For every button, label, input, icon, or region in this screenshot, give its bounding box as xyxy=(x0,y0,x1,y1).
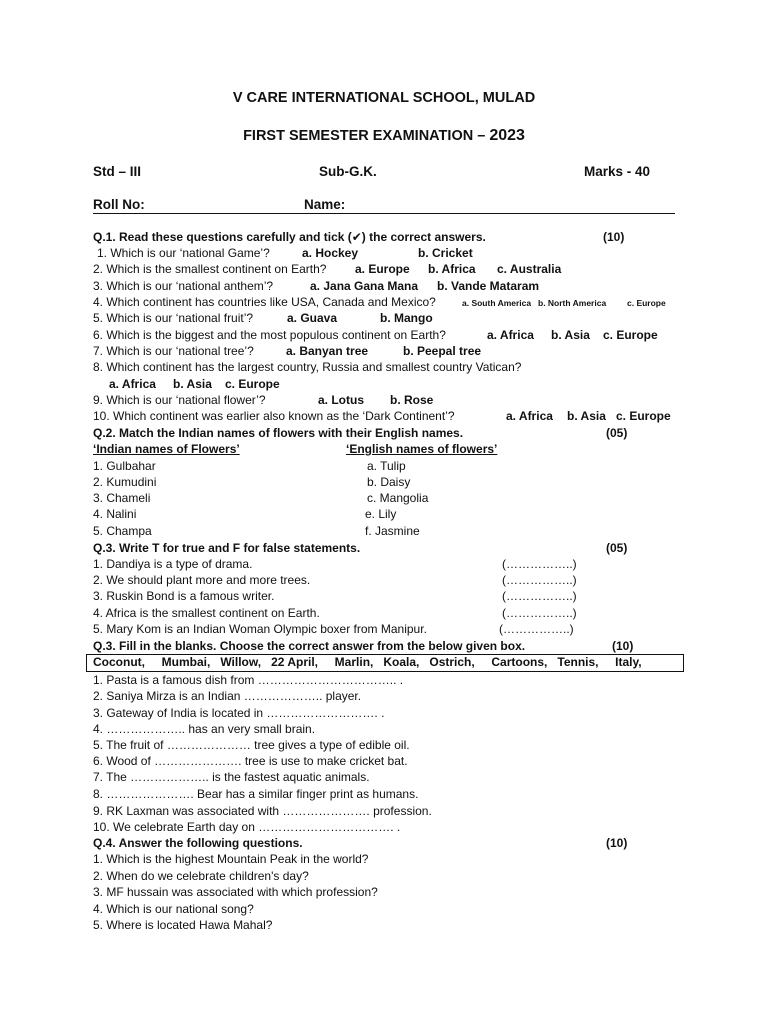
q1-heading: Q.1. Read these questions carefully and tick (✔) the correct answers. xyxy=(93,230,486,244)
q2-right-item: e. Lily xyxy=(365,507,397,521)
fill-item: 6. Wood of …………………. tree is use to make cricket bat. xyxy=(93,754,408,768)
fill-item: 8. …………………. Bear has a similar finger print as humans. xyxy=(93,787,419,801)
q4-item: 5. Where is located Hawa Mahal? xyxy=(93,918,273,932)
tf-answer-blank[interactable]: (……………..) xyxy=(502,589,577,603)
roll-no-label: Roll No: xyxy=(93,197,145,212)
q4-item: 1. Which is the highest Mountain Peak in the world? xyxy=(93,852,369,866)
header-rule xyxy=(93,213,675,214)
q1-marks: (10) xyxy=(603,230,625,244)
exam-year: 2023 xyxy=(489,127,525,144)
option: b. Asia xyxy=(567,409,606,423)
option: a. Europe xyxy=(355,262,410,276)
q4-heading: Q.4. Answer the following questions. xyxy=(93,836,303,850)
option: c. Europe xyxy=(627,298,666,308)
option: b. Asia xyxy=(173,377,212,391)
q3-fill-heading: Q.3. Fill in the blanks. Choose the correct answer from the below given box. xyxy=(93,639,526,653)
q2-right-item: c. Mangolia xyxy=(367,491,429,505)
q1-item-3: 3. Which is our ‘national anthem’? xyxy=(93,279,274,293)
q4-item: 2. When do we celebrate children's day? xyxy=(93,869,309,883)
fill-item: 4. ……………….. has an very small brain. xyxy=(93,722,316,736)
q1-item-9: 9. Which is our ‘national flower’? xyxy=(93,393,266,407)
option: b. Peepal tree xyxy=(403,344,482,358)
q2-left-item: 1. Gulbahar xyxy=(93,459,156,473)
tf-answer-blank[interactable]: (……………..) xyxy=(499,622,574,636)
option: c. Europe xyxy=(616,409,671,423)
option: b. Asia xyxy=(551,328,590,342)
q2-right-item: f. Jasmine xyxy=(365,524,420,538)
q4-item: 4. Which is our national song? xyxy=(93,902,254,916)
fill-item: 2. Saniya Mirza is an Indian ……………….. player. xyxy=(93,689,362,703)
fill-item: 3. Gateway of India is located in ………………………. . xyxy=(93,706,385,720)
option: a. Lotus xyxy=(318,393,365,407)
q2-heading: Q.2. Match the Indian names of flowers with their English names. xyxy=(93,426,464,440)
q4-marks: (10) xyxy=(606,836,628,850)
subject-label: Sub-G.K. xyxy=(319,164,377,179)
tf-answer-blank[interactable]: (……………..) xyxy=(502,606,577,620)
tf-answer-blank[interactable]: (……………..) xyxy=(502,557,577,571)
fill-item: 7. The ……………….. is the fastest aquatic animals. xyxy=(93,770,370,784)
word-box-text: Coconut, Mumbai, Willow, 22 April, Marlin, Koala, Ostrich, Cartoons, Tennis, Italy, xyxy=(93,655,642,669)
tf-statement: 1. Dandiya is a type of drama. xyxy=(93,557,253,571)
option: a. Africa xyxy=(109,377,156,391)
option: a. Guava xyxy=(287,311,338,325)
q3-tf-heading: Q.3. Write T for true and F for false statements. xyxy=(93,541,361,555)
option: c. Europe xyxy=(225,377,280,391)
q1-item-6: 6. Which is the biggest and the most populous continent on Earth? xyxy=(93,328,446,342)
q3-fill-marks: (10) xyxy=(612,639,634,653)
marks-label: Marks - 40 xyxy=(584,164,651,179)
q2-col-indian: ‘Indian names of Flowers’ xyxy=(93,442,240,456)
tf-statement: 5. Mary Kom is an Indian Woman Olympic boxer from Manipur. xyxy=(93,622,427,636)
option: b. Mango xyxy=(380,311,433,325)
q2-marks: (05) xyxy=(606,426,628,440)
q2-left-item: 3. Chameli xyxy=(93,491,151,505)
q1-item-4: 4. Which continent has countries like USA, Canada and Mexico? xyxy=(93,295,436,309)
name-label: Name: xyxy=(304,197,346,212)
std-label: Std – III xyxy=(93,164,142,179)
q1-item-1 xyxy=(97,246,270,260)
q4-item: 3. MF hussain was associated with which profession? xyxy=(93,885,378,899)
fill-item: 5. The fruit of ………………… tree gives a type of edible oil. xyxy=(93,738,410,752)
fill-item: 1. Pasta is a famous dish from …………………………….. . xyxy=(93,673,404,687)
exam-dash: – xyxy=(477,128,486,144)
q1-item-5: 5. Which is our ‘national fruit’? xyxy=(93,311,254,325)
tf-statement: 2. We should plant more and more trees. xyxy=(93,573,311,587)
option: b. Cricket xyxy=(418,246,473,260)
q2-right-item: b. Daisy xyxy=(367,475,411,489)
q2-right-item: a. Tulip xyxy=(367,459,406,473)
option: c. Europe xyxy=(603,328,658,342)
option: a. Hockey xyxy=(302,246,359,260)
tf-answer-blank[interactable]: (……………..) xyxy=(502,573,577,587)
school-name: V CARE INTERNATIONAL SCHOOL, MULAD xyxy=(232,90,536,106)
question-text: 1. Which is our ‘national Game’? xyxy=(97,246,270,260)
option: a. Banyan tree xyxy=(286,344,369,358)
option: b. Vande Mataram xyxy=(437,279,540,293)
option: a. Jana Gana Mana xyxy=(310,279,419,293)
q2-left-item: 4. Nalini xyxy=(93,507,137,521)
option: a. Africa xyxy=(506,409,553,423)
tf-statement: 4. Africa is the smallest continent on Earth. xyxy=(93,606,320,620)
option: b. Rose xyxy=(390,393,434,407)
exam-title xyxy=(0,127,768,145)
q3-tf-marks: (05) xyxy=(606,541,628,555)
option: c. Australia xyxy=(497,262,562,276)
q2-left-item: 2. Kumudini xyxy=(93,475,157,489)
exam-name: FIRST SEMESTER EXAMINATION xyxy=(243,128,474,144)
tf-statement: 3. Ruskin Bond is a famous writer. xyxy=(93,589,275,603)
q1-item-7: 7. Which is our ‘national tree’? xyxy=(93,344,254,358)
option: a. Africa xyxy=(487,328,534,342)
q1-item-10: 10. Which continent was earlier also known as the ‘Dark Continent’? xyxy=(93,409,455,423)
option: a. South America xyxy=(462,298,532,308)
q1-item-2: 2. Which is the smallest continent on Earth? xyxy=(93,262,327,276)
fill-item: 9. RK Laxman was associated with …………………. profession. xyxy=(93,804,432,818)
option: b. Africa xyxy=(428,262,476,276)
fill-item: 10. We celebrate Earth day on ……………………………. . xyxy=(93,820,401,834)
q2-col-english: ‘English names of flowers’ xyxy=(346,442,498,456)
q2-left-item: 5. Champa xyxy=(93,524,152,538)
q1-item-8: 8. Which continent has the largest country, Russia and smallest country Vatican? xyxy=(93,360,522,374)
option: b. North America xyxy=(538,298,607,308)
